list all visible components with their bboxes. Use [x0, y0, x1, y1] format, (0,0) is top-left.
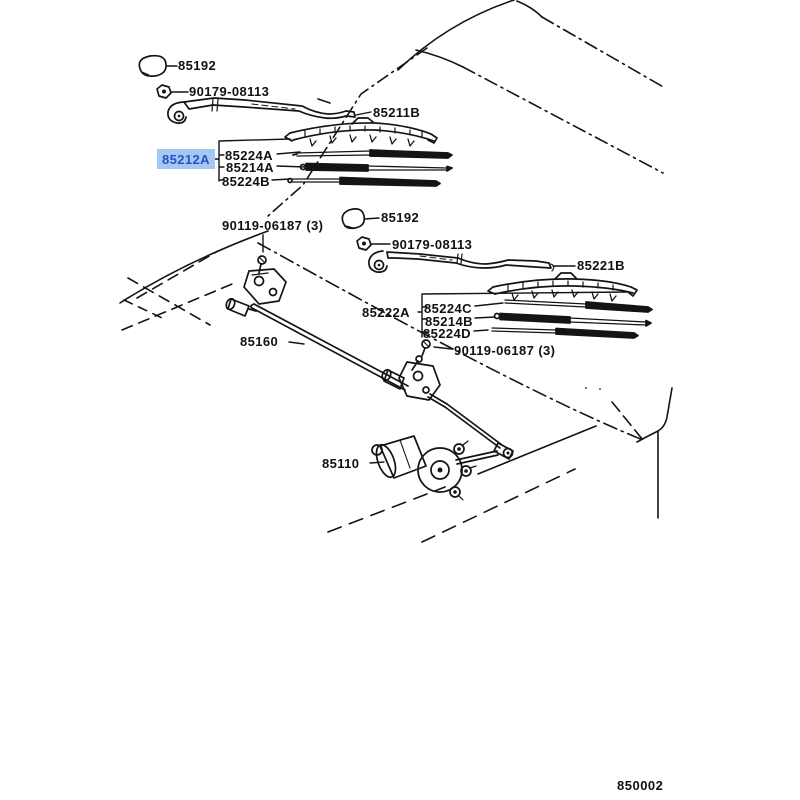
wiper-blade-right-drawing	[488, 273, 637, 301]
blade-insert-strips-right-drawing	[492, 300, 652, 338]
part-label-arm-left[interactable]: 85211B	[373, 105, 421, 120]
arm-nut-right-drawing	[357, 237, 371, 250]
figure-number: 850002	[617, 778, 664, 793]
part-label-pivot-nut-right[interactable]: 90119-06187 (3)	[454, 343, 556, 358]
part-label-backing-d[interactable]: 85224D	[423, 326, 471, 341]
pivot-cap-right-drawing	[342, 209, 364, 228]
arm-nut-left-drawing	[157, 85, 171, 98]
part-label-pivot-nut-left[interactable]: 90119-06187 (3)	[222, 218, 324, 233]
pivot-cap-left-drawing	[139, 56, 166, 76]
blade-insert-strips-left-drawing	[288, 150, 452, 186]
part-label-cap-right[interactable]: 85192	[381, 210, 420, 225]
part-label-rubber-left[interactable]: 85214A	[226, 160, 274, 175]
part-label-arm-right[interactable]: 85221B	[577, 258, 625, 273]
part-label-arm-nut-left[interactable]: 90179-08113	[189, 84, 270, 99]
wiper-arm-right-drawing	[369, 251, 554, 272]
part-label-blade-left-selected[interactable]: 85212A	[157, 149, 215, 169]
part-label-backing-a[interactable]: 85224A	[225, 148, 273, 163]
part-label-motor[interactable]: 85110	[322, 456, 360, 471]
part-label-rubber-right[interactable]: 85214B	[425, 314, 473, 329]
part-label-backing-c[interactable]: 85224C	[424, 301, 472, 316]
part-label-arm-nut-right[interactable]: 90179-08113	[392, 237, 473, 252]
part-label-backing-b[interactable]: 85224B	[222, 174, 270, 189]
part-label-blade-right[interactable]: 85222A	[362, 305, 410, 320]
part-label-cap-left[interactable]: 85192	[178, 58, 217, 73]
pivot-bolt-right-drawing	[422, 340, 430, 356]
part-label-link-assembly[interactable]: 85160	[240, 334, 279, 349]
wiper-blade-left-drawing	[285, 118, 437, 146]
